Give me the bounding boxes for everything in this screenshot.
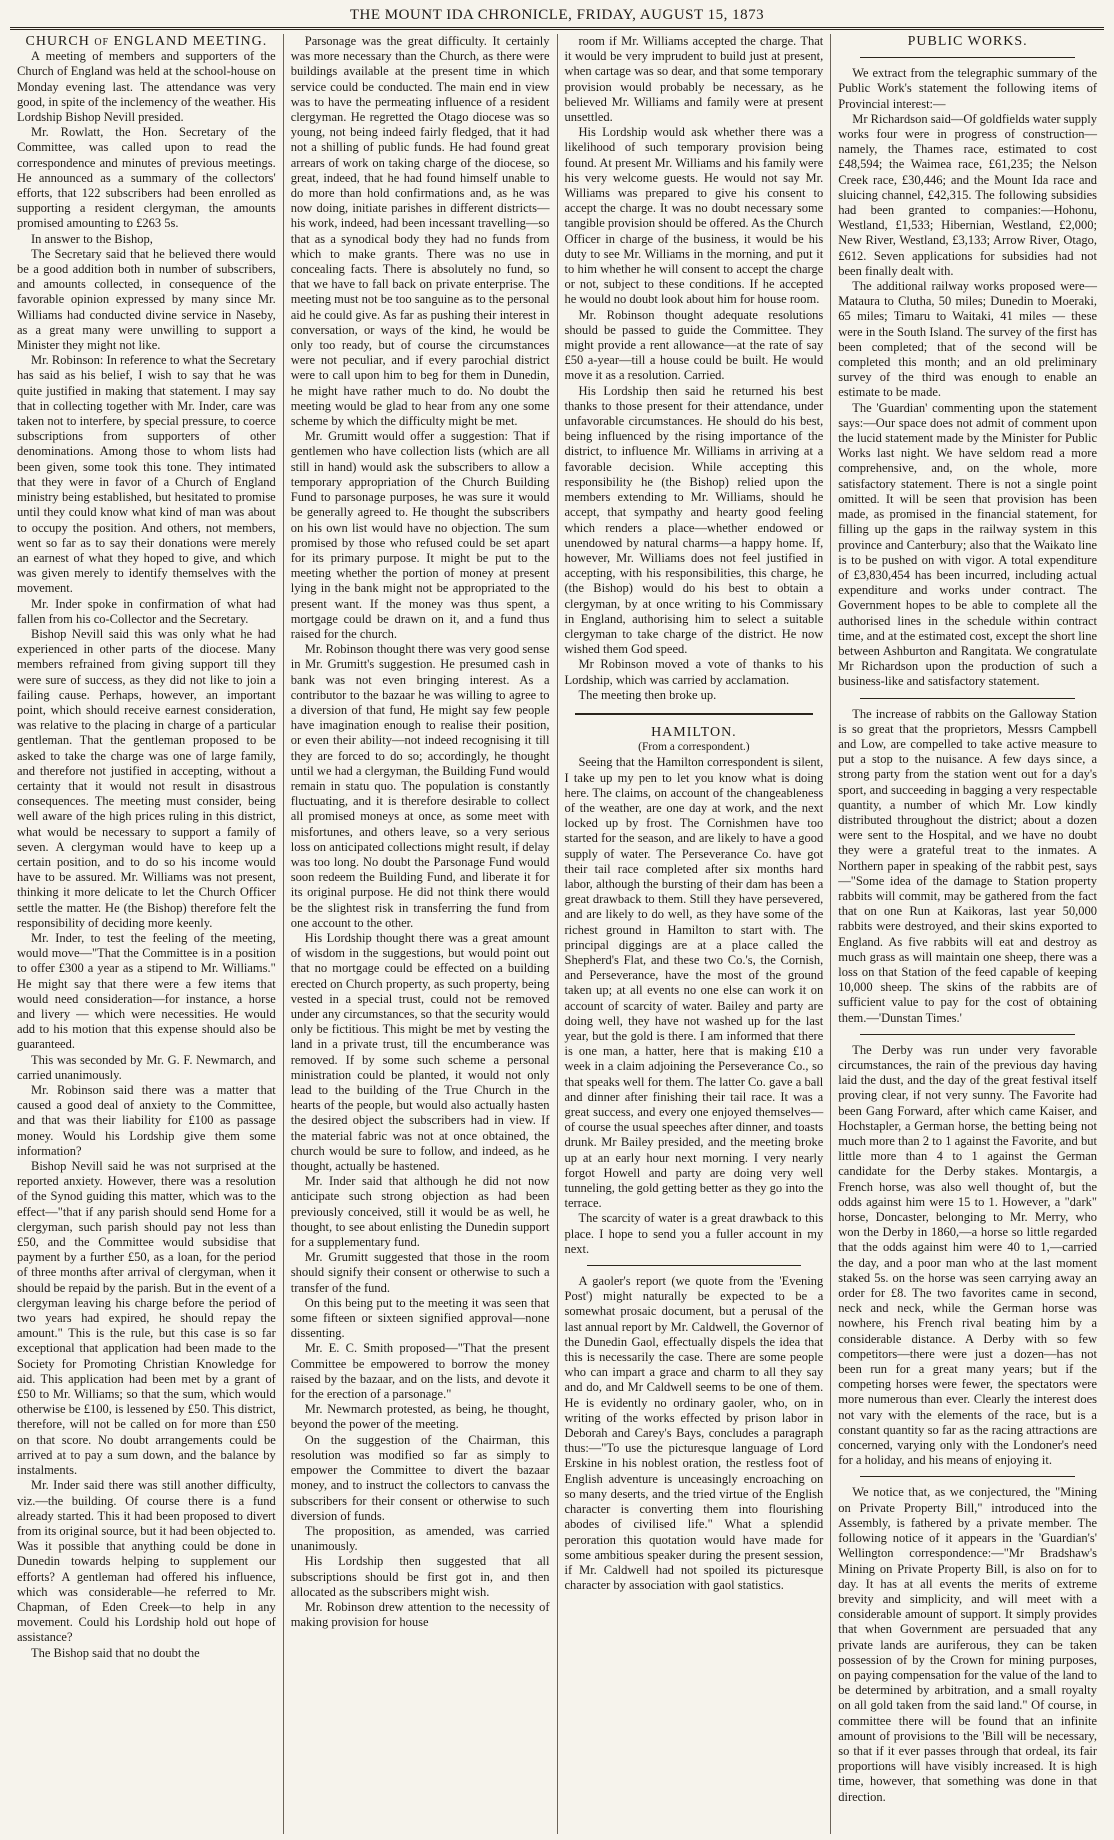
paragraph: Bishop Nevill said this was only what he had experienced in other parts of the diocese. Many members refrained from giving support till they were sure of success, as they did not like to join a failing cause. Perhaps, however, an important point, which should receive earnest consideration, was relative to the placing in charge of a particular gentleman. That the gentleman proposed to be asked to take the charge was one of large family, and therefore not justified in accepting, without a certainty that it would not result in disastrous consequences. The meeting must consider, being well aware of the high prices ruling in this district, what would be necessary to support a family of seven. A clergyman would have to keep up a certain position, and to do so his income would have to be assured. Mr. Williams was not present, thinking it more delicate to let the Church Officer settle the matter. He (the Bishop) therefore felt the responsibility of deciding more keenly. xyxy=(17,626,276,930)
paragraph: His Lordship would ask whether there was a likelihood of such temporary provision being found. At present Mr. Williams and his family were his very welcome guests. He would not say Mr. Williams was prepared to give his consent to accept the charge. It was no doubt necessary some tangible provision should be offered. As the Church Officer in charge of the business, it would be his duty to see Mr. Williams in the morning, and put it to him whether he will consent to accept the charge or not, subject to these conditions. If he accepted he would no doubt look about him for house room. xyxy=(564,125,824,307)
paragraph: We extract from the telegraphic summary of the Public Work's statement the following items of Provincial interest:— xyxy=(838,66,1097,111)
paragraph: Mr Robinson moved a vote of thanks to his Lordship, which was carried by acclamation. xyxy=(564,657,824,687)
paragraph-derby: The Derby was run under very favorable circumstances, the rain of the previous day having laid the dust, and the day of the great festival itself proving clear, if not very sunny. The Favorite had been Gang Forward, after which came Kaiser, and Hochstapler, a German horse, the betting being not much more than 2 to 1 against the Favorite, and but little more than 4 to 1 against the German candidate for the Derby stakes. Montargis, a French horse, was also well thought of, but the odds against him were 15 to 1. However, a "dark" horse, Doncaster, belonging to Mr. Merry, who won the Derby in 1860,—a horse so little regarded that the odds against him were 40 to 1,—carried the day, and a poor man who at the last moment staked 5s. on the horse was seen carrying away an order for £8. The two favorites came in second, neck and neck, while the German horse was nowhere, his French rival beating him by a considerable distance. A Derby with so few competitors—there were just a dozen—has not been run for a great many years; but if the competing horses were fewer, the spectators were more numerous than ever. Clearly the interest does not vary with the elements of the race, but is a constant quantity so far as the racing attractions are concerned, varying only with the Londoner's need for a holiday, and his means of enjoying it. xyxy=(838,1042,1097,1468)
paragraph: The Bishop said that no doubt the xyxy=(31,1645,200,1660)
column-3 xyxy=(558,34,832,1834)
paragraph: The meeting then broke up. xyxy=(578,687,717,702)
paragraph: In answer to the Bishop, xyxy=(31,231,153,246)
paragraph: Mr. Inder said that although he did not now anticipate such strong objection as had been previously conceived, still it would be as well, he thought, to see about enlisting the Dunedin support for a supplementary fund. xyxy=(290,1174,550,1250)
masthead: THE MOUNT IDA CHRONICLE, FRIDAY, AUGUST 15, 1873 xyxy=(10,6,1104,30)
paragraph: Mr. Rowlatt, the Hon. Secretary of the Committee, was called upon to read the correspondence and minutes of previous meetings. He announced as a summary of the collectors' efforts, that 122 subscribers had been enrolled as supporting a resident clergyman, the amounts promised amounting to £263 5s. xyxy=(17,125,276,231)
headline-church-meeting: CHURCH of ENGLAND MEETING. xyxy=(25,34,268,49)
section-divider xyxy=(860,698,1075,699)
paragraph: On this being put to the meeting it was seen that some fifteen or sixteen signified approval—none dissenting. xyxy=(290,1295,550,1341)
paragraph: Mr. Grumitt would offer a suggestion: That if gentlemen who have collection lists (which are all still in hand) would ask the subscribers to allow a temporary appropriation of the Church Building Fund to parsonage purposes, he was sure it would be generally agreed to. He thought the subscribers on his own list would have no objection. The sum promised by those who refused could be set apart for its primary purpose. It might be put to the meeting whether the portion of money at present lying in the bank might not be appropriated to the present want. If the money was thus spent, a mortgage could be drawn on it, and a fund thus raised for the church. xyxy=(290,429,550,641)
paragraph: His Lordship thought there was a great amount of wisdom in the suggestions, but would point out that no mortgage could be effected on a building erected on Church property, as such property, being vested in a special trust, could not be removed under any circumstances, so that the security would only be fictitious. This might be met by vesting the land in a private trust, till the encumberance was removed. If by some such scheme a personal ministration could be planted, it would not only lead to the building of the True Church in the hearts of the people, but would also actually hasten the desired object the subscribers had in view. If the material fabric was not at once obtained, the church would be sure to follow, and indeed, as he thought, actually be hastened. xyxy=(290,930,550,1174)
headline-public-works: PUBLIC WORKS. xyxy=(907,34,1028,49)
paragraph: This was seconded by Mr. G. F. Newmarch, and carried unanimously. xyxy=(17,1052,276,1082)
paragraph: The Secretary said that he believed there would be a good addition both in number of subscribers, and amounts collected, in consequence of the favorable opinion expressed by many since Mr. Williams had conducted divine service in Naseby, as a great many were unwilling to support a Minister they might not like. xyxy=(17,246,276,353)
byline: (From a correspondent.) xyxy=(638,741,750,754)
headline-hamilton: HAMILTON. xyxy=(651,724,737,740)
column-4 xyxy=(831,34,1104,1834)
paragraph-mining: We notice that, as we conjectured, the "Mining on Private Property Bill," introduced into the Assembly, is fathered by a private member. The following notice of it appears in the 'Guardian's' Wellington correspondence:—"Mr Bradshaw's Mining on Private Property Bill, is also on for to day. It has at all events the merits of extreme brevity and simplicity, and will meet with a considerable amount of support. It simply provides that when Government are persuaded that any private lands are auriferous, they can be taken possession of by the Crown for mining purposes, on paying compensation for the value of the land to be determined by arbitration, and a small royalty on all gold taken from the said land." Of course, in committee there will be found that an infinite amount of provisions to the 'Bill will be necessary, so that if it ever passes through that ordeal, its fair proportions will have visibly increased. It is high time, however, that something was done in that direction. xyxy=(838,1485,1097,1804)
paragraph: Mr. Newmarch protested, as being, he thought, beyond the power of the meeting. xyxy=(290,1402,550,1432)
paragraph: Parsonage was the great difficulty. It certainly was more necessary than the Church, as there were buildings available at the present time in which service could be conducted. The main end in view was to have the permeating influence of a resident clergyman. He regretted the Otago diocese was so young, not being indeed fairly fledged, that it had not a shilling of public funds. He had found great arrears of work on taking charge of the diocese, so great, indeed, that he had found himself unable to do more than hold confirmations and, as he was now doing, initiate parishes in different districts—his work, indeed, had been incessant travelling—so that as a synodical body they had no funds from which to make grants. There was no use in concealing facts. There is absolutely no fund, so that we have to fall back on private enterprise. The meeting must not be too sanguine as to the personal aid he could give. As far as pushing their interest in conversation, or ways of the kind, he would be only too ready, but of course the circumstances were not peculiar, and if every parochial district were to call upon him to beg for them in Dunedin, he might have rather much to do. No doubt the meeting would be glad to hear from any one some scheme by which the difficulty might be met. xyxy=(290,34,550,429)
paragraph: Mr. Robinson: In reference to what the Secretary has said as his belief, I wish to say that he was quite justified in making that statement. I may say that in collecting together with Mr. Inder, care was taken not to interfere, by special pressure, to coerce subscriptions from supporters of other denominations. Among those to whom lists had been given, some took this tone. They intimated that they were in favor of a Church of England ministry being established, but hesitated to promise until they could know what kind of man was about to occupy the position. And others, not members, went so far as to say their donations were merely an earnest of what they hoped to give, and which was given merely to identify themselves with the movement. xyxy=(17,353,276,596)
section-divider xyxy=(860,1476,1075,1477)
section-divider xyxy=(860,57,1075,58)
section-divider xyxy=(587,1265,802,1266)
section-divider xyxy=(860,1034,1075,1035)
paragraph: Mr Richardson said—Of goldfields water supply works four were in progress of construction—namely, the Thames race, estimated to cost £48,594; the Waimea race, £61,235; the Nelson Creek race, £30,446; and the Mount Ida race and sluicing channel, £42,315. The following subsidies had been granted to companies:—Hohonu, Westland, £1,533; Hibernian, Westland, £2,000; New River, Westland, £3,133; Arrow River, Otago, £612. Seven applications for subsidies had not been finally dealt with. xyxy=(838,111,1098,278)
paragraph: Mr. Inder spoke in confirmation of what had fallen from his co-Collector and the Secretary. xyxy=(17,596,276,626)
paragraph-rabbits: The increase of rabbits on the Galloway Station is so great that the proprietors, Messrs Campbell and Low, are compelled to take active measure to put a stop to the nuisance. A few days since, a strong party from the station went out for a day's sport, and succeeding in bagging a very respectable quantity, a number of which Mr. Low kindly distributed throughout the district; about a dozen were sent to the Hospital, and we have no doubt they were a grateful treat to the inmates. A Northern paper in speaking of the rabbit pest, says—"Some idea of the damage to Station property rabbits will commit, may be gathered from the fact that on one Run at Kaikoras, last year 50,000 rabbits were destroyed, and their skins exported to England. As five rabbits will eat and destroy as much grass as will maintain one sheep, there was a loss on that Station of the feed capable of keeping 10,000 sheep. The skins of the rabbits are of sufficient value to pay for the cost of obtaining them.—'Dunstan Times.' xyxy=(838,706,1097,1025)
paragraph: Mr. Robinson thought there was very good sense in Mr. Grumitt's suggestion. He presumed cash in bank was not even bringing interest. As a contributor to the bazaar he was willing to agree to a diversion of that fund, He might say few people have imagination enough to realise their position, or even their ability—not indeed recognising it till they are forced to do so; accordingly, he thought until we had a clergyman, the Building Fund would remain in statu quo. The population is constantly fluctuating, and it is therefore desirable to collect all promised moneys at once, as some meet with misfortunes, and others leave, so a very serious loss on anticipated collections might result, if delay was too long. No doubt the Parsonage Fund would soon redeem the Building Fund, and liberate it for its original purpose. He did not think there would be the slightest risk in transferring the fund from one account to the other. xyxy=(290,642,550,930)
paragraph: The scarcity of water is a great drawback to this place. I hope to send you a fuller account in my next. xyxy=(564,1211,824,1256)
paragraph: Mr. Inder said there was still another difficulty, viz.—the building. Of course there is a fund already started. This it had been proposed to divert from its original source, but it had been objected to. Was it possible that anything could be done in Dunedin towards helping to supplement our efforts? A gentleman had offered his influence, which was considerable—he referred to Mr. Chapman, of Eden Creek—to help in any movement. Could his Lordship hold out hope of assistance? xyxy=(17,1478,276,1645)
paragraph: Mr. E. C. Smith proposed—"That the present Committee be empowered to borrow the money raised by the bazaar, and on the lists, and devote it for the erection of a parsonage." xyxy=(290,1341,550,1402)
paragraph: His Lordship then said he returned his best thanks to those present for their attendance, under unfavorable circumstances. He should do his best, being influenced by the rising importance of the district, to influence Mr. Williams in arriving at a favorable decision. While accepting this responsibility he (the Bishop) relied upon the members extending to Mr. Williams, should he accept, that sympathy and hearty good feeling which renders a place—whether endowed or unendowed by natural charms—a happy home. If, however, Mr. Williams does not feel justified in accepting, with his responsibilities, this charge, he (the Bishop) would do his best to obtain a clergyman, by at once writing to his Commissary in England, authorising him to select a suitable clergyman to take charge of the district. He now wished them God speed. xyxy=(564,383,824,657)
paragraph: On the suggestion of the Chairman, this resolution was modified so far as simply to empower the Committee to divert the bazaar money, and to instruct the collectors to canvass the subscribers for their consent or otherwise to such diversion of funds. xyxy=(290,1432,550,1523)
paragraph: Mr. Inder, to test the feeling of the meeting, would move—"That the Committee is in a position to offer £300 a year as a stipend to Mr. Williams." He might say that there were a few items that would need consideration—for instance, a horse and livery — which were necessities. He would add to his motion that this expense should also be guaranteed. xyxy=(17,930,276,1052)
paragraph: The 'Guardian' commenting upon the statement says:—Our space does not admit of comment upon the lucid statement made by the Minister for Public Works last night. We have seldom read a more comprehensive, and, on the whole, more satisfactory statement. There is not a single point omitted. It will be seen that provision has been made, as promised in the financial statement, for filling up the gaps in the railway system in this province and Canterbury; also that the Waikato line is to be pushed on with vigor. A total expenditure of £3,830,454 has been incurred, including actual expenditure and works under contract. The Government hopes to be able to complete all the authorised lines in the schedule within contract time, and at the estimated cost, except the short line between Ashburton and Rangitata. We congratulate Mr Richardson upon the production of such a business-like and satisfactory statement. xyxy=(838,400,1097,689)
column-1 xyxy=(10,34,284,1834)
paragraph: The additional railway works proposed were—Mataura to Clutha, 50 miles; Dunedin to Moeraki, 65 miles; Timaru to Waitaki, 41 miles — these were in the South Island. The survey of the first has been completed; that of the second will be completed this month; and an old preliminary survey of the third was enough to enable an estimate to be made. xyxy=(838,279,1097,400)
paragraph: room if Mr. Williams accepted the charge. That it would be very imprudent to build just at present, when cartage was so dear, and that some temporary provision would probably be necessary, as he believed Mr. Williams and family were at present unsettled. xyxy=(564,34,824,125)
paragraph: Mr. Robinson said there was a matter that caused a good deal of anxiety to the Committee, and that was their liability for £100 as passage money. Would his Lordship give them some information? xyxy=(17,1083,276,1158)
column-2 xyxy=(284,34,558,1834)
paragraph: The proposition, as amended, was carried unanimously. xyxy=(290,1523,550,1554)
paragraph: Mr. Robinson thought adequate resolutions should be passed to guide the Committee. They might provide a rent allowance—at the rate of say £50 a-year—till a house could be built. He would move it as a resolution. Carried. xyxy=(564,307,824,383)
paragraph: Mr. Robinson drew attention to the necessity of making provision for house xyxy=(290,1599,550,1630)
paragraph: A gaoler's report (we quote from the 'Evening Post') might naturally be expected to be a somewhat prosaic document, but a perusal of the last annual report by Mr. Caldwell, the Governor of the Dunedin Gaol, effectually dispels the idea that this is necessarily the case. There are some people who can impart a grace and charm to all they say and do, and Mr Caldwell seems to be one of them. He is evidently no ordinary gaoler, who, on in writing of the works effected by prison labor in Deborah and Carey's Bays, concludes a paragraph thus:—"To use the picturesque language of Lord Erskine in his noblest oration, the restless foot of English adventure is unceasingly encroaching on so many deserts, and the tried virtue of the English character is converting them into flourishing abodes of civilised life." What a splendid peroration this quotation would have made for some ambitious speaker during the present session, if Mr. Caldwell had not spoiled its picturesque character by association with gaol statistics. xyxy=(564,1274,824,1593)
paragraph: Mr. Grumitt suggested that those in the room should signify their consent or otherwise to such a transfer of the fund. xyxy=(290,1250,550,1295)
section-divider xyxy=(575,713,814,715)
columns xyxy=(10,34,1104,1834)
paragraph: Bishop Nevill said he was not surprised at the reported anxiety. However, there was a resolution of the Synod guiding this matter, which was to the effect—"that if any parish should send Home for a clergyman, such parish should pay not less than £50, and the Committee would subsidise that payment by a further £50, as a loan, for the period of three months after arrival of clergyman, when it should be repaid by the parish. But in the event of a clergyman leaving his charge before the period of two years had expired, he should repay the amount." This is the rule, but this case is so far exceptional that application had been made to the Society for Promoting Christian Knowledge for aid. This application had been met by a grant of £50 to Mr. Williams; so that the sum, which would otherwise be £100, is lessened by £50. This district, therefore, will not be called on for more than £50 on that score. No doubt arrangements could be arrived at to pay a sum down, and the balance by instalments. xyxy=(17,1159,276,1478)
paragraph: A meeting of members and supporters of the Church of England was held at the school-house on Monday evening last. The attendance was very good, in spite of the inclemency of the weather. His Lordship Bishop Nevill presided. xyxy=(17,49,276,125)
paragraph: Seeing that the Hamilton correspondent is silent, I take up my pen to let you know what is doing here. The claims, on account of the changeableness of the weather, are one day at work, and the next locked up by frost. The Cornishmen have too started for the season, and are likely to have a good supply of water. The Perseverance Co. have got their tail race completed after six months hard labor, although the bursting of their dam has been a great drawback to them. Still they have persevered, and are likely to do well, as they have some of the richest ground in Hamilton to start with. The principal diggings are at a place called the Shepherd's Flat, and these two Co.'s, the Cornish, and Perseverance, have the most of the ground taken up; at all events no one else can work it on account of scarcity of water. Bailey and party are doing well, they have not washed up for the last year, but the gold is there. I am informed that there is one man, a hatter, here that is making £10 a week in a claim adjoining the Perseverance Co., so that speaks well for them. The latter Co. gave a ball and dinner after finishing their tail race. It was a great success, and every one enjoyed themselves—of course the usual speeches after dinner, and toasts drunk. Mr Bailey presided, and the meeting broke up at an early hour next morning. I very nearly forgot Howell and party are doing very well tunneling, the gold getting better as they go into the terrace. xyxy=(564,755,824,1211)
paragraph: His Lordship then suggested that all subscriptions should be first got in, and then allocated as the subscribers might wish. xyxy=(290,1554,550,1599)
